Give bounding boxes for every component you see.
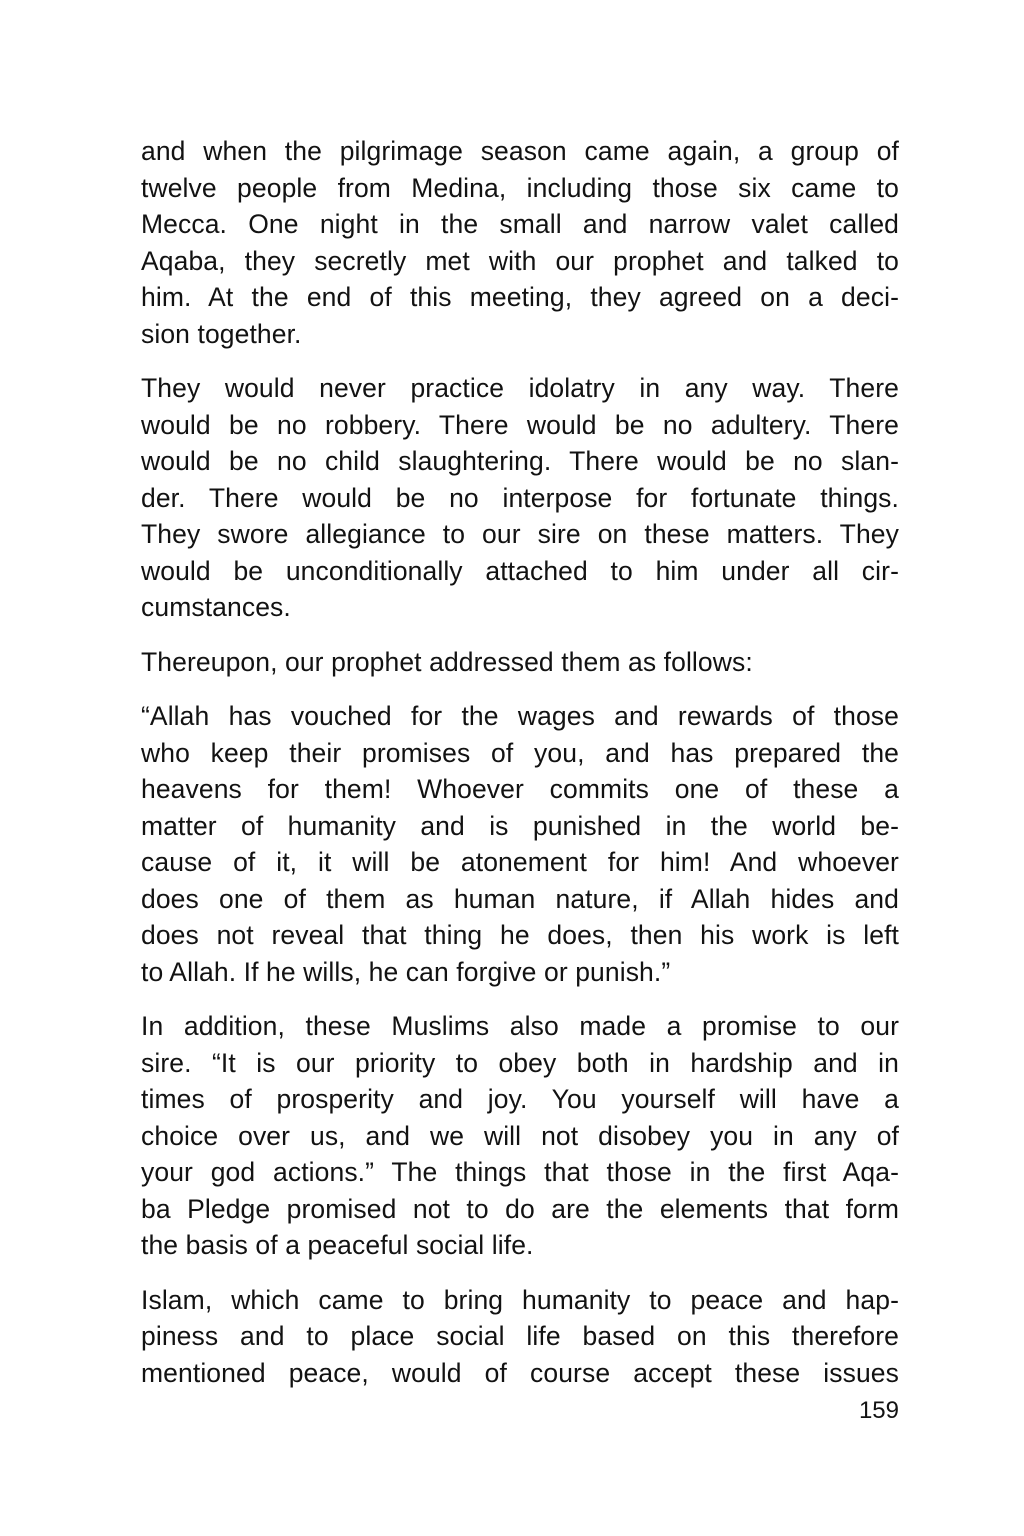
text-line: would be no child slaughtering. There would be no slan- bbox=[141, 446, 899, 476]
text-line: choice over us, and we will not disobey you in any of bbox=[141, 1120, 899, 1151]
paragraph bbox=[141, 133, 899, 352]
text-line: the basis of a peaceful social life. bbox=[141, 1230, 534, 1260]
text-line: der. There would be no interpose for fortunate things. bbox=[141, 482, 899, 513]
text-line: him. At the end of this meeting, they agreed on a deci- bbox=[141, 282, 899, 312]
paragraph bbox=[141, 1008, 899, 1264]
paragraph bbox=[141, 370, 899, 626]
paragraph bbox=[141, 698, 899, 990]
text-line: does one of them as human nature, if Allah hides and bbox=[141, 883, 899, 914]
text-line: piness and to place social life based on this therefore bbox=[141, 1321, 899, 1351]
text-line: cumstances. bbox=[141, 592, 291, 622]
paragraph bbox=[141, 1282, 899, 1392]
text-line: ba Pledge promised not to do are the elements that form bbox=[141, 1193, 899, 1224]
paragraph bbox=[141, 644, 899, 681]
text-line: sion together. bbox=[141, 318, 302, 349]
text-line: Thereupon, our prophet addressed them as follows: bbox=[141, 646, 753, 677]
page-number: 159 bbox=[858, 1397, 899, 1424]
page-text bbox=[141, 133, 899, 1391]
text-line: They swore allegiance to our sire on these matters. They bbox=[141, 519, 899, 549]
text-line: Islam, which came to bring humanity to peace and hap- bbox=[141, 1284, 899, 1315]
text-line: Aqaba, they secretly met with our prophet and talked to bbox=[141, 245, 899, 276]
text-line: They would never practice idolatry in any way. There bbox=[141, 373, 899, 403]
text-line: your god actions.” The things that those in the first Aqa- bbox=[141, 1157, 899, 1187]
text-line: to Allah. If he wills, he can forgive or punish.” bbox=[141, 956, 671, 987]
text-line: In addition, these Muslims also made a promise to our bbox=[141, 1011, 899, 1041]
text-line: matter of humanity and is punished in the world be- bbox=[141, 810, 899, 841]
text-line: sire. “It is our priority to obey both in hardship and in bbox=[141, 1047, 899, 1078]
text-line: times of prosperity and joy. You yourself will have a bbox=[141, 1084, 899, 1114]
text-line: cause of it, it will be atonement for him! And whoever bbox=[141, 847, 899, 877]
text-line: Mecca. One night in the small and narrow valet called bbox=[141, 209, 899, 239]
text-line: does not reveal that thing he does, then his work is left bbox=[141, 920, 899, 950]
text-line: heavens for them! Whoever commits one of these a bbox=[141, 774, 899, 804]
text-line: would be unconditionally attached to him under all cir- bbox=[141, 555, 899, 586]
text-line: twelve people from Medina, including those six came to bbox=[141, 172, 899, 203]
text-line: mentioned peace, would of course accept these issues bbox=[141, 1357, 899, 1388]
text-line: would be no robbery. There would be no adultery. There bbox=[141, 409, 899, 440]
text-line: and when the pilgrimage season came again, a group of bbox=[141, 136, 899, 166]
text-line: who keep their promises of you, and has prepared the bbox=[141, 737, 899, 768]
text-line: “Allah has vouched for the wages and rewards of those bbox=[141, 701, 899, 731]
